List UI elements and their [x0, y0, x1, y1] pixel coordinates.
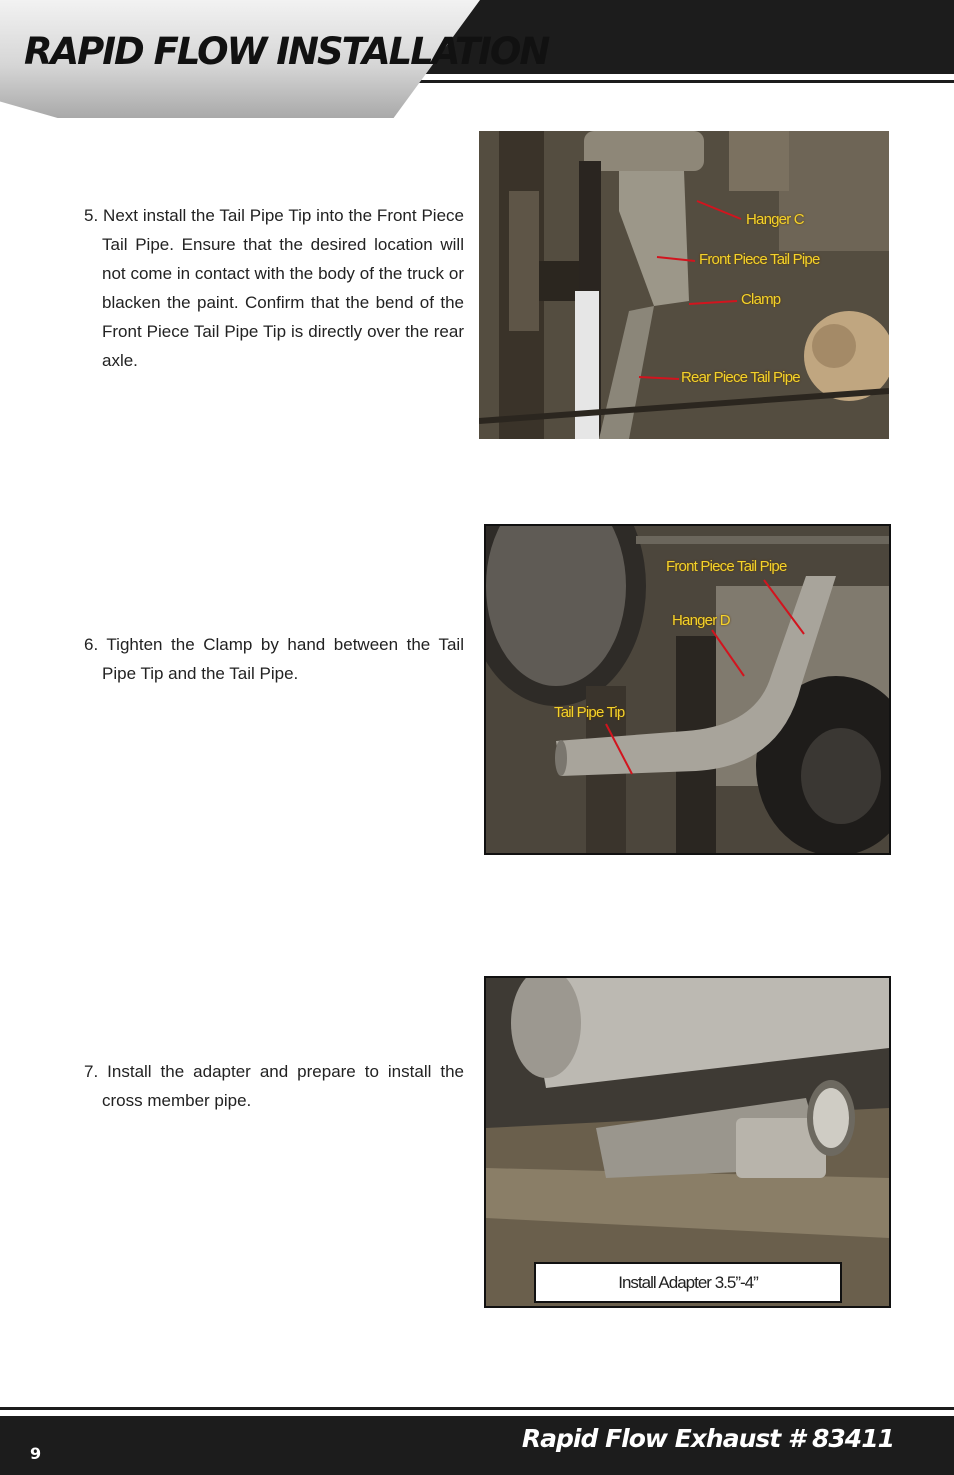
label-rear-piece-tail-pipe: Rear Piece Tail Pipe	[681, 369, 800, 386]
footer-title: Rapid Flow Exhaust # 83411	[521, 1424, 894, 1453]
step-7-photo	[484, 976, 891, 1308]
adapter-caption: Install Adapter 3.5”-4”	[534, 1262, 842, 1303]
exhaust-underbody-image	[479, 131, 889, 439]
tail-pipe-tip-image	[486, 526, 889, 853]
label-hanger-d: Hanger D	[672, 612, 730, 629]
page-title: RAPID FLOW INSTALLATION	[24, 30, 549, 73]
label-tail-pipe-tip: Tail Pipe Tip	[554, 704, 625, 721]
step-6-photo	[484, 524, 891, 855]
adapter-image	[486, 978, 889, 1306]
label-hanger-c: Hanger C	[746, 211, 804, 228]
label-front-piece-tail-pipe: Front Piece Tail Pipe	[666, 558, 787, 575]
footer-rule	[0, 1407, 954, 1410]
page-number: 9	[30, 1444, 42, 1463]
step-5-photo	[479, 131, 889, 439]
label-front-piece-tail-pipe: Front Piece Tail Pipe	[699, 251, 820, 268]
label-clamp: Clamp	[741, 291, 781, 308]
step-5-text: 5. Next install the Tail Pipe Tip into the Front Piece Tail Pipe. Ensure that the desired location will not come in contact with the body of the truck or blacken the paint. Confirm that the bend of the Front Piece Tail Pipe Tip is directly over the rear axle.	[84, 206, 464, 370]
step-6-text: 6. Tighten the Clamp by hand between the Tail Pipe Tip and the Tail Pipe.	[84, 635, 464, 683]
step-7-text: 7. Install the adapter and prepare to install the cross member pipe.	[84, 1062, 464, 1110]
header-rule	[380, 80, 954, 83]
